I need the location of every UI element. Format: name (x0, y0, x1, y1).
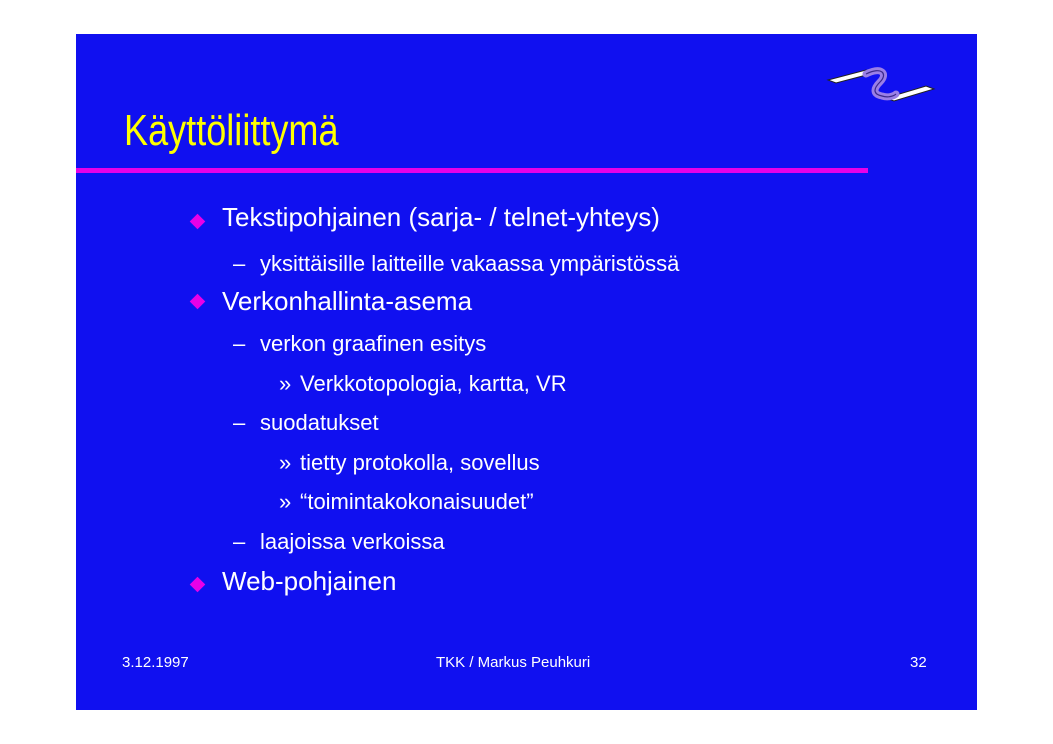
list-item: Web-pohjainen (222, 566, 397, 596)
list-item-marker: – (233, 331, 246, 356)
list-item: laajoissa verkoissa (260, 529, 445, 554)
list-item: suodatukset (260, 410, 379, 435)
diamond-bullet-icon (190, 577, 206, 593)
footer-page-number: 32 (910, 654, 927, 671)
footer-date: 3.12.1997 (122, 654, 189, 671)
diamond-bullet-icon (190, 294, 206, 310)
list-item: verkon graafinen esitys (260, 331, 487, 356)
list-item: Verkkotopologia, kartta, VR (300, 371, 567, 396)
list-item-marker: » (279, 450, 292, 475)
list-item-marker: – (233, 529, 246, 554)
list-item-marker: – (233, 410, 246, 435)
list-item: yksittäisille laitteille vakaassa ympäristössä (260, 251, 680, 276)
bullet-list (76, 34, 977, 710)
list-item: Tekstipohjainen (sarja- / telnet-yhteys) (222, 202, 660, 232)
list-item-marker: » (279, 371, 292, 396)
diamond-bullet-icon (190, 214, 206, 230)
slide (76, 34, 977, 710)
footer-author: TKK / Markus Peuhkuri (436, 654, 591, 671)
list-item-marker: – (233, 251, 246, 276)
list-item-marker: » (279, 489, 292, 514)
list-item: tietty protokolla, sovellus (300, 450, 540, 475)
slide-title: Käyttöliittymä (124, 106, 339, 155)
list-item: “toimintakokonaisuudet” (300, 489, 534, 514)
list-item: Verkonhallinta-asema (222, 286, 473, 316)
